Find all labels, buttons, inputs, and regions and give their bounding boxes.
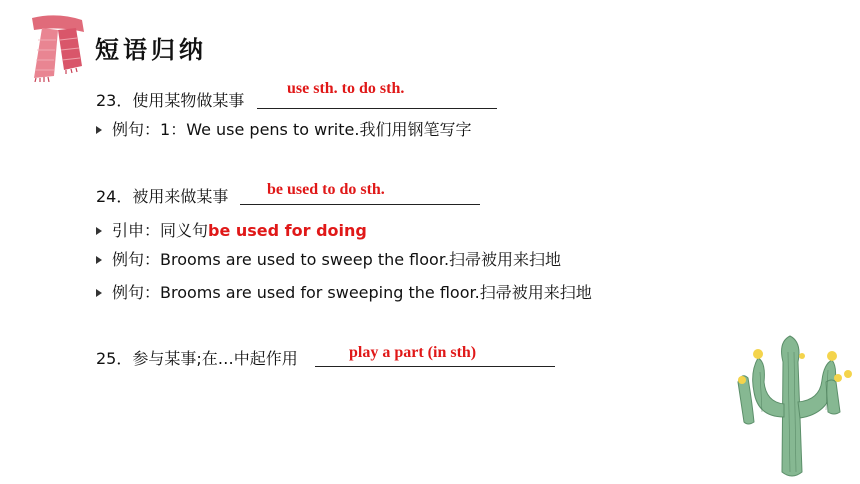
example-line — [96, 283, 592, 303]
item-prompt: 被用来做某事 — [132, 187, 229, 206]
item-number: 25． — [96, 349, 133, 368]
bullet-icon — [96, 289, 102, 297]
example-text: Brooms are used to sweep the floor.扫帚被用来扫地 — [160, 250, 562, 269]
bullet-icon — [96, 227, 102, 235]
example-label: 例句： — [112, 250, 161, 269]
cactus-illustration — [728, 322, 860, 484]
page-title: 短语归纳 — [95, 36, 207, 64]
item-prompt: 参与某事;在…中起作用 — [132, 349, 298, 368]
extension-line — [96, 221, 367, 241]
answer-blank — [257, 108, 497, 109]
extension-label: 引申：同义句 — [112, 221, 209, 240]
answer-blank — [315, 366, 555, 367]
bullet-icon — [96, 256, 102, 264]
synonym-phrase: be used for doing — [208, 221, 367, 240]
item-number: 23． — [96, 91, 133, 110]
answer-text: be used to do sth. — [267, 181, 385, 198]
item-prompt: 使用某物做某事 — [132, 91, 245, 110]
answer-blank — [240, 204, 480, 205]
item-24 — [96, 187, 228, 207]
item-25 — [96, 349, 298, 369]
item-number: 24． — [96, 187, 133, 206]
example-label: 例句： — [112, 283, 161, 302]
example-label: 例句： — [112, 120, 161, 139]
bullet-icon — [96, 126, 102, 134]
answer-text: play a part (in sth) — [349, 344, 477, 361]
scarf-illustration — [24, 10, 90, 82]
example-line — [96, 120, 471, 140]
example-text: Brooms are used for sweeping the floor.扫帚被用来扫地 — [160, 283, 592, 302]
item-23 — [96, 91, 244, 111]
example-line — [96, 250, 561, 270]
example-text: 1：We use pens to write.我们用钢笔写字 — [160, 120, 472, 139]
answer-text: use sth. to do sth. — [287, 80, 405, 97]
